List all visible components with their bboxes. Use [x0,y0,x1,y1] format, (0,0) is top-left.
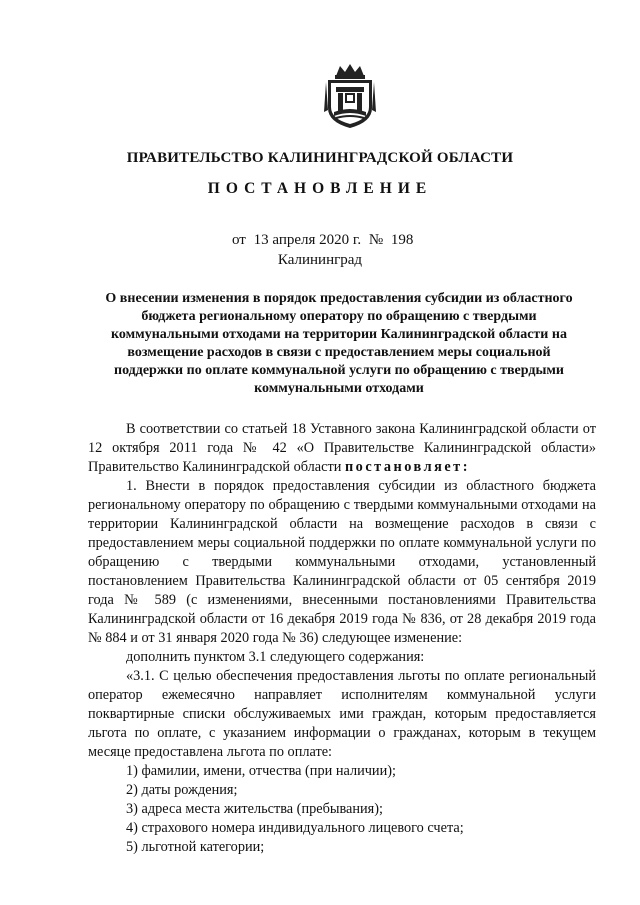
list-item: 4) страхового номера индивидуального лицевого счета; [126,820,464,836]
list-item: 3) адреса места жительства (пребывания); [126,801,383,817]
preamble-paragraph [88,420,596,477]
item-1-paragraph: 1. Внести в порядок предоставления субсидии из областного бюджета региональному оператору по обращению с твердыми коммунальными отходами на территории Калининградской области на возмещение расходов в связи с предоставлением меры социальной поддержки по оплате коммунальной услуги по обращению с твердыми коммунальными отходами, установленный постановлением Правительства Калининградской области от 05 сентября 2019 года № 589 (с изменениями, внесенными постановлениями Правительства Калининградской области от 16 декабря 2019 года № 836, от 28 декабря 2019 года № 884 и от 31 января 2020 года № 36) следующее изменение: [88,478,596,646]
list-item: 1) фамилии, имени, отчества (при наличии); [126,763,396,779]
number-sign: № [368,232,384,248]
subject-line: поддержки по оплате коммунальной услуги по обращению с твердыми [114,363,564,378]
government-name: ПРАВИТЕЛЬСТВО КАЛИНИНГРАДСКОЙ ОБЛАСТИ [126,150,514,166]
document-city: Калининград [277,252,363,268]
document-date: 13 апреля 2020 г. [253,232,362,248]
coat-of-arms-icon [322,62,378,130]
subject-line: коммунальными отходами [254,381,424,396]
decree-word: постановляет: [344,459,470,475]
subject-line: О внесении изменения в порядок предоставления субсидии из областного [105,291,573,306]
list-item: 5) льготной категории; [126,839,265,855]
subject-line: бюджета региональному оператору по обращению с твердыми [141,309,537,324]
list-item: 2) даты рождения; [126,782,238,798]
preamble-text: В соответствии со статьей 18 Уставного закона Калининградской области от 12 октября 2011 года № 42 «О Правительстве Калининградской области» Правительство Калининградской области [88,421,596,475]
document-subject [94,290,584,398]
subject-line: возмещение расходов в связи с предоставлением меры социальной [127,345,551,360]
date-prefix: от [232,232,246,248]
point-3-1-paragraph: «3.1. С целью обеспечения предоставления льготы по оплате региональный оператор ежемесячно направляет исполнителям коммунальной услуги поквартирные списки обслуживаемых ими граждан, которым предоставляется льгота по оплате, с указанием информации о гражданах, которым в текущем месяце предоставлена льгота по оплате: [88,668,596,760]
document-body [88,420,596,857]
document-type: ПОСТАНОВЛЕНИЕ [207,180,433,197]
supplement-paragraph: дополнить пунктом 3.1 следующего содержания: [126,649,425,665]
document-date-line [232,232,417,249]
document-number: 198 [390,232,414,248]
subject-line: коммунальными отходами на территории Калининградской области на [111,327,567,342]
